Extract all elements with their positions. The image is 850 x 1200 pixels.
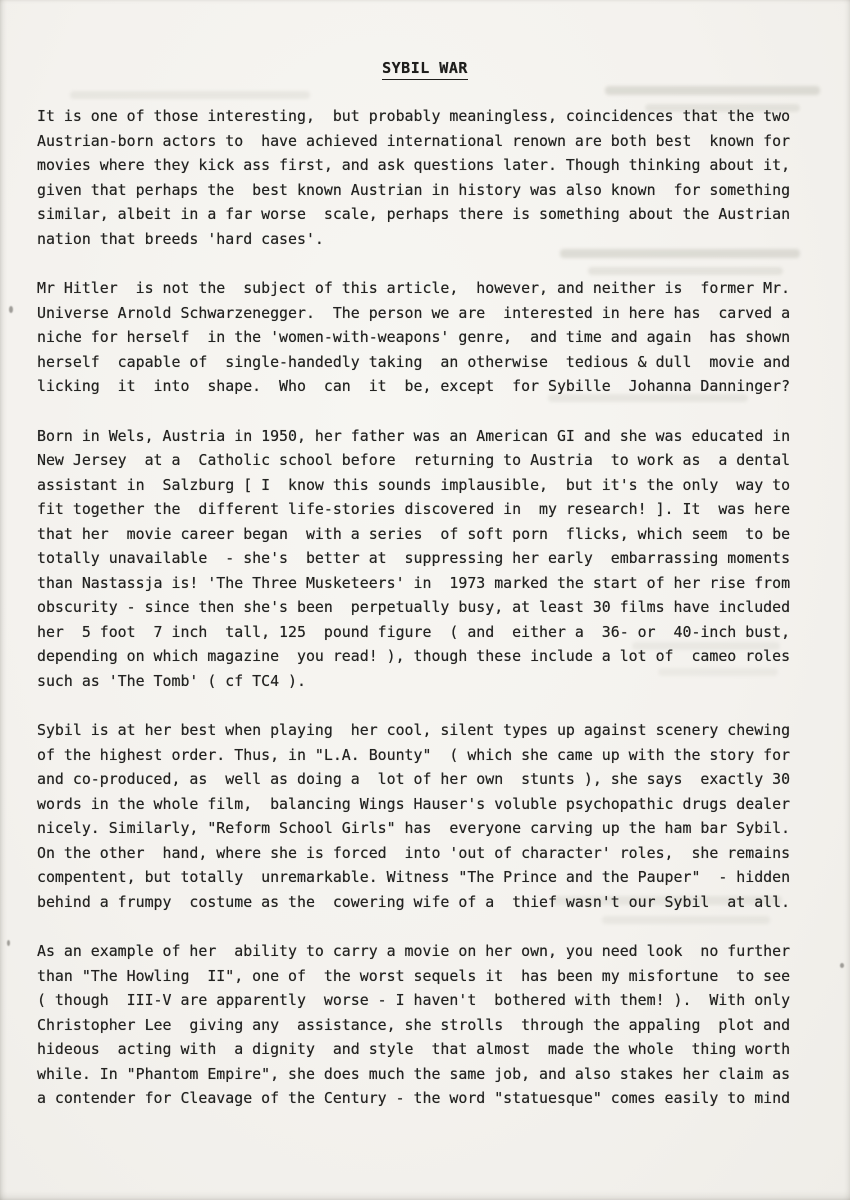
text-line: movies where they kick ass first, and ask questions later. Though thinking about it, [37,156,791,174]
bleed-through-artifact [605,86,820,95]
text-line: Mr Hitler is not the subject of this article, however, and neither is former Mr. [37,279,791,297]
text-line: a contender for Cleavage of the Century - the word "statuesque" comes easily to mind [37,1089,791,1107]
document-body [37,104,817,1136]
text-line: such as 'The Tomb' ( cf TC4 ). [37,671,306,690]
text-line: New Jersey at a Catholic school before returning to Austria to work as a dental [37,451,791,469]
text-line: licking it into shape. Who can it be, except for Sybille Johanna Danninger? [37,377,791,395]
text-line: Christopher Lee giving any assistance, she strolls through the appaling plot and [37,1015,791,1034]
text-line: Born in Wels, Austria in 1950, her father was an American GI and she was educated in [37,426,791,445]
text-line: Sybil is at her best when playing her cool, silent types up against scenery chewing [37,721,791,739]
paragraph [37,104,817,251]
text-line: than "The Howling II", one of the worst sequels it has been my misfortune to see [37,966,791,985]
paragraph [37,276,817,399]
text-line: behind a frumpy costume as the cowering wife of a thief wasn't our Sybil at all. [37,892,791,911]
text-line: that her movie career began with a series of soft porn flicks, which seem to be [37,524,791,543]
text-line: Austrian-born actors to have achieved international renown are both best known for [37,131,791,150]
text-line: depending on which magazine you read! ), though these include a lot of cameo roles [37,647,791,665]
text-line: As an example of her ability to carry a movie on her own, you need look no further [37,942,791,960]
text-line: niche for herself in the 'women-with-weapons' genre, and time and again has shown [37,328,791,346]
text-line: Universe Arnold Schwarzenegger. The person we are interested in here has carved a [37,303,791,322]
paragraph [37,939,817,1111]
text-line: nicely. Similarly, "Reform School Girls" has everyone carving up the ham bar Sybil. [37,819,791,837]
text-line: fit together the different life-stories discovered in my research! ]. It was here [37,500,791,518]
text-line: On the other hand, where she is forced into 'out of character' roles, she remains [37,843,791,862]
scan-speck [9,306,13,313]
text-line: while. In "Phantom Empire", she does much the same job, and also stakes her claim as [37,1064,791,1083]
text-line: compentent, but totally unremarkable. Witness "The Prince and the Pauper" - hidden [37,868,791,886]
page-title: SYBIL WAR [382,59,468,80]
text-line: herself capable of single-handedly taking an otherwise tedious & dull movie and [37,352,791,371]
text-line: her 5 foot 7 inch tall, 125 pound figure ( and either a 36- or 40-inch bust, [37,622,791,641]
text-line: ( though III-V are apparently worse - I haven't bothered with them! ). With only [37,991,791,1009]
paragraph [37,718,817,914]
paragraph [37,424,817,694]
scan-speck [7,940,10,946]
text-line: words in the whole film, balancing Wings Hauser's voluble psychopathic drugs dealer [37,794,791,813]
text-line: and co-produced, as well as doing a lot of her own stunts ), she says exactly 30 [37,770,791,788]
text-line: obscurity - since then she's been perpetually busy, at least 30 films have included [37,598,791,616]
text-line: hideous acting with a dignity and style that almost made the whole thing worth [37,1040,791,1058]
text-line: assistant in Salzburg [ I know this sounds implausible, but it's the only way to [37,475,791,494]
text-line: similar, albeit in a far worse scale, perhaps there is something about the Austrian [37,205,791,223]
title-row [0,58,850,80]
scan-speck [840,963,844,968]
text-line: nation that breeds 'hard cases'. [37,229,324,248]
bleed-through-artifact [70,91,310,99]
text-line: given that perhaps the best known Austrian in history was also known for something [37,180,791,199]
text-line: than Nastassja is! 'The Three Musketeers' in 1973 marked the start of her rise from [37,573,791,592]
text-line: of the highest order. Thus, in "L.A. Bounty" ( which she came up with the story for [37,745,791,764]
text-line: totally unavailable - she's better at suppressing her early embarrassing moments [37,549,791,567]
text-line: It is one of those interesting, but probably meaningless, coincidences that the two [37,107,791,125]
